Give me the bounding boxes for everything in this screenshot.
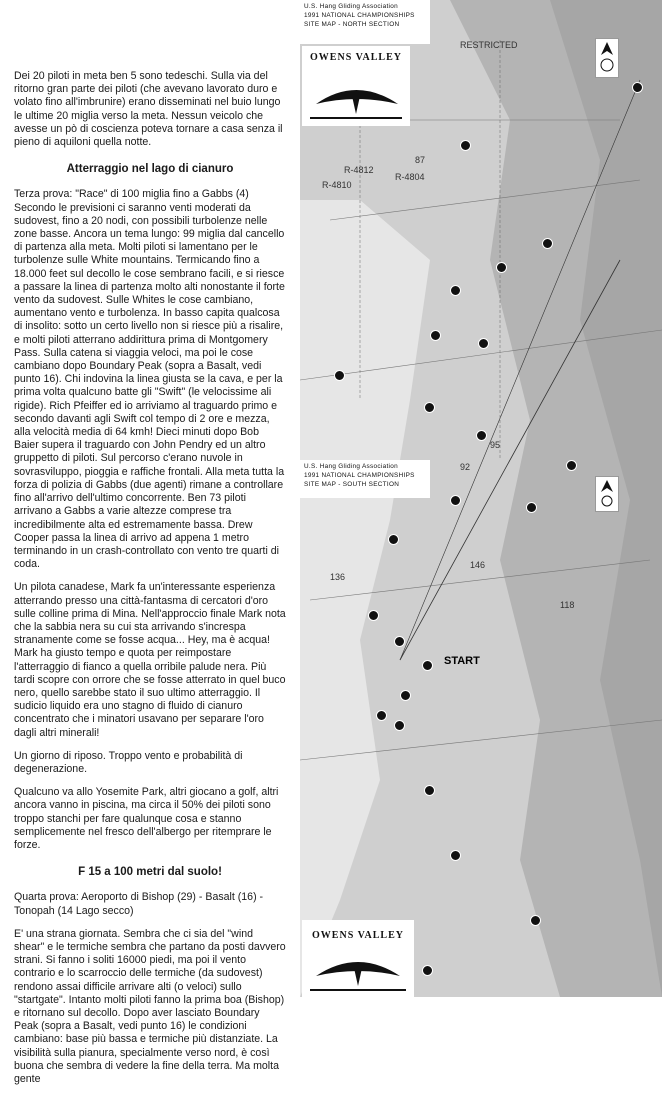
section-heading-f15: F 15 a 100 metri dal suolo! — [78, 866, 222, 879]
waypoint-marker — [334, 370, 345, 381]
map-label-r4810: R-4810 — [322, 180, 352, 190]
map-header-south-line-2: 1991 NATIONAL CHAMPIONSHIPS — [304, 472, 415, 479]
map-header-north — [300, 0, 430, 44]
waypoint-marker — [400, 690, 411, 701]
section-heading-cyanide-lake: Atterraggio nel lago di cianuro — [66, 163, 234, 176]
waypoint-marker — [476, 430, 487, 441]
owens-valley-logo-bottom — [302, 920, 414, 997]
waypoint-marker — [632, 82, 643, 93]
waypoint-marker — [394, 720, 405, 731]
eagle-icon — [302, 46, 410, 126]
map-label-restricted: RESTRICTED — [460, 40, 518, 50]
map-label-87: 87 — [415, 155, 426, 165]
waypoint-marker — [394, 636, 405, 647]
map-header-south-line-3: SITE MAP - SOUTH SECTION — [304, 481, 400, 488]
waypoint-marker — [422, 965, 433, 976]
article-paragraph-2: Terza prova: "Race" di 100 miglia fino a Gabbs (4) Secondo le previsioni ci saranno venti moderati da sudovest, fino a 20 nodi, con possibili turbolenze nelle zone basse. Ancora un tema lungo: 99 miglia dal cancello di partenza alla meta. Molti piloti si lamentano per le turbolenze sulle White mountains. Termicando fino a 18.000 feet sul decollo le cose sembrano facili, e si riesce a passare la linea di partenza molto alti nonostante il forte vento da sudovest. Sulle Whites le cose cambiano, aumentano vento e turbolenza. In basso capita qualcosa di insolito: sotto un certo livello non si riesce più a risalire, e molti piloti atterrano addirittura prima di Montgomery Pass. Sulla catena si viaggia veloci, ma poi le cose cambiano dopo Boundary Peak (sopra a Basalt, vedi punto 16). Chi indovina la linea giusta se la cava, e per la prima volta qualcuno batte gli "Swift" (le velocissime ali rigide). Rich Pfeiffer ed io arriviamo al traguardo primo e secondo davanti agli Swift col tempo di 2 ore e mezza, alla velocità media di 64 kmh! Dieci minuti dopo Bob Baier supera il traguardo con John Pendry ed un altro gruppetto di piloti. Sul percorso c'erano nuvole in sovrasviluppo, pioggia e raffiche frontali. Alla meta tutta la forza di polizia di Gabbs (due agenti) rimane a controllare fino all'arrivo dell'ultimo concorrente. Ben 73 piloti arrivano a Gabbs a varie altezze comprese tra incredibilmente alta ed estremamente bassa. Drew Cooper passa la linea di arrivo ad appena 1 metro terminando in un crash-controllato con vento tre quarti di coda. — [14, 188, 285, 571]
waypoint-marker — [566, 460, 577, 471]
waypoint-marker — [460, 140, 471, 151]
article-paragraph-7: E' una strana giornata. Sembra che ci sia del "wind shear" e le termiche sembra che partano da posti davvero strani. Si fanno i soliti 16000 piedi, ma poi il vento contrario e lo scarroccio delle termiche (da sudovest) rendono assai difficile arrivare alti (o veloci) sullo "startgate". Intanto molti piloti fanno la prima boa (Bishop) e ritornano sul decollo. Dopo aver lasciato Boundary Peak (sopra a Basalt, vedi punto 16) le condizioni cambiano: base più bassa e termiche più distanziate. La visibilità sulla pianura, specialmente verso nord, è così buona che sembra di vedere la fine della terra. Ma molta gente — [14, 927, 286, 1086]
waypoint-marker — [376, 710, 387, 721]
map-label-118: 118 — [560, 600, 575, 610]
map-header-north-line-3: SITE MAP - NORTH SECTION — [304, 21, 400, 28]
map-header-south — [300, 460, 430, 498]
article-column — [14, 70, 286, 1096]
map-label-136: 136 — [330, 572, 346, 582]
article-paragraph-6: Quarta prova: Aeroporto di Bishop (29) - Basalt (16) - Tonopah (14 Lago secco) — [14, 891, 264, 917]
waypoint-marker — [424, 785, 435, 796]
logo-text-bottom: OWENS VALLEY — [312, 930, 404, 941]
map-label-r4812: R-4812 — [344, 165, 374, 175]
map-header-south-line-1: U.S. Hang Gliding Association — [304, 463, 398, 470]
article-paragraph-5: Qualcuno va allo Yosemite Park, altri giocano a golf, altri ancora vanno in piscina, ma circa il 50% dei piloti sono troppo stanchi per fare qualunque cosa e stanno semplicemente nel fresco dell'albergo per ritemprare le forze. — [14, 786, 279, 851]
waypoint-marker — [526, 502, 537, 513]
south-section-north-arrow-icon — [595, 476, 619, 512]
waypoint-marker — [450, 850, 461, 861]
site-map — [300, 0, 662, 997]
waypoint-marker — [530, 915, 541, 926]
article-paragraph-3: Un pilota canadese, Mark fa un'interessante esperienza atterrando presso una città-fantasma di cercatori d'oro sulle colline prima di Mina. Nell'approccio finale Mark nota che la sabbia nera su cui sta arrivando s'increspa stranamente come se fosse acqua... Hey, ma è acqua! Mark ha giusto tempo e quota per reimpostare l'atterraggio di fianco a quella orribile palude nera. Più tardi scopre con orrore che se fosse atterrato in quel buco nero, quello sarebbe stato il suo ultimo atterraggio. Il sudicio liquido era uno stagno di fluido di cianuro concentrato che i minatori usavano per separare l'oro dagli altri minerali! — [14, 581, 286, 739]
map-label-r4804: R-4804 — [395, 172, 425, 182]
article-paragraph-4: Un giorno di riposo. Troppo vento e probabilità di degenerazione. — [14, 749, 243, 775]
logo-text-top: OWENS VALLEY — [310, 52, 402, 63]
waypoint-marker — [542, 238, 553, 249]
waypoint-marker — [388, 534, 399, 545]
north-arrow-icon — [595, 38, 619, 78]
map-header-north-line-2: 1991 NATIONAL CHAMPIONSHIPS — [304, 12, 415, 19]
waypoint-marker — [450, 285, 461, 296]
map-label-95: 95 — [490, 440, 501, 450]
map-label-146: 146 — [470, 560, 486, 570]
waypoint-marker — [424, 402, 435, 413]
map-label-92: 92 — [460, 462, 471, 472]
eagle-icon — [302, 920, 414, 997]
waypoint-marker — [478, 338, 489, 349]
waypoint-marker — [496, 262, 507, 273]
map-header-north-line-1: U.S. Hang Gliding Association — [304, 3, 398, 10]
owens-valley-logo-top — [302, 46, 410, 126]
start-label: START — [444, 655, 480, 667]
waypoint-marker — [450, 495, 461, 506]
article-paragraph-1: Dei 20 piloti in meta ben 5 sono tedeschi. Sulla via del ritorno gran parte dei piloti (che avevano lavorato duro e volato fino all'imbrunire) erano disseminati nel buio lungo le ultime 20 miglia verso la meta. Nessun veicolo che avesse un pò di coscienza poteva tornare a casa senza il pieno di aquiloni quella notte. — [14, 70, 283, 149]
waypoint-marker — [422, 660, 433, 671]
waypoint-marker — [430, 330, 441, 341]
waypoint-marker — [368, 610, 379, 621]
